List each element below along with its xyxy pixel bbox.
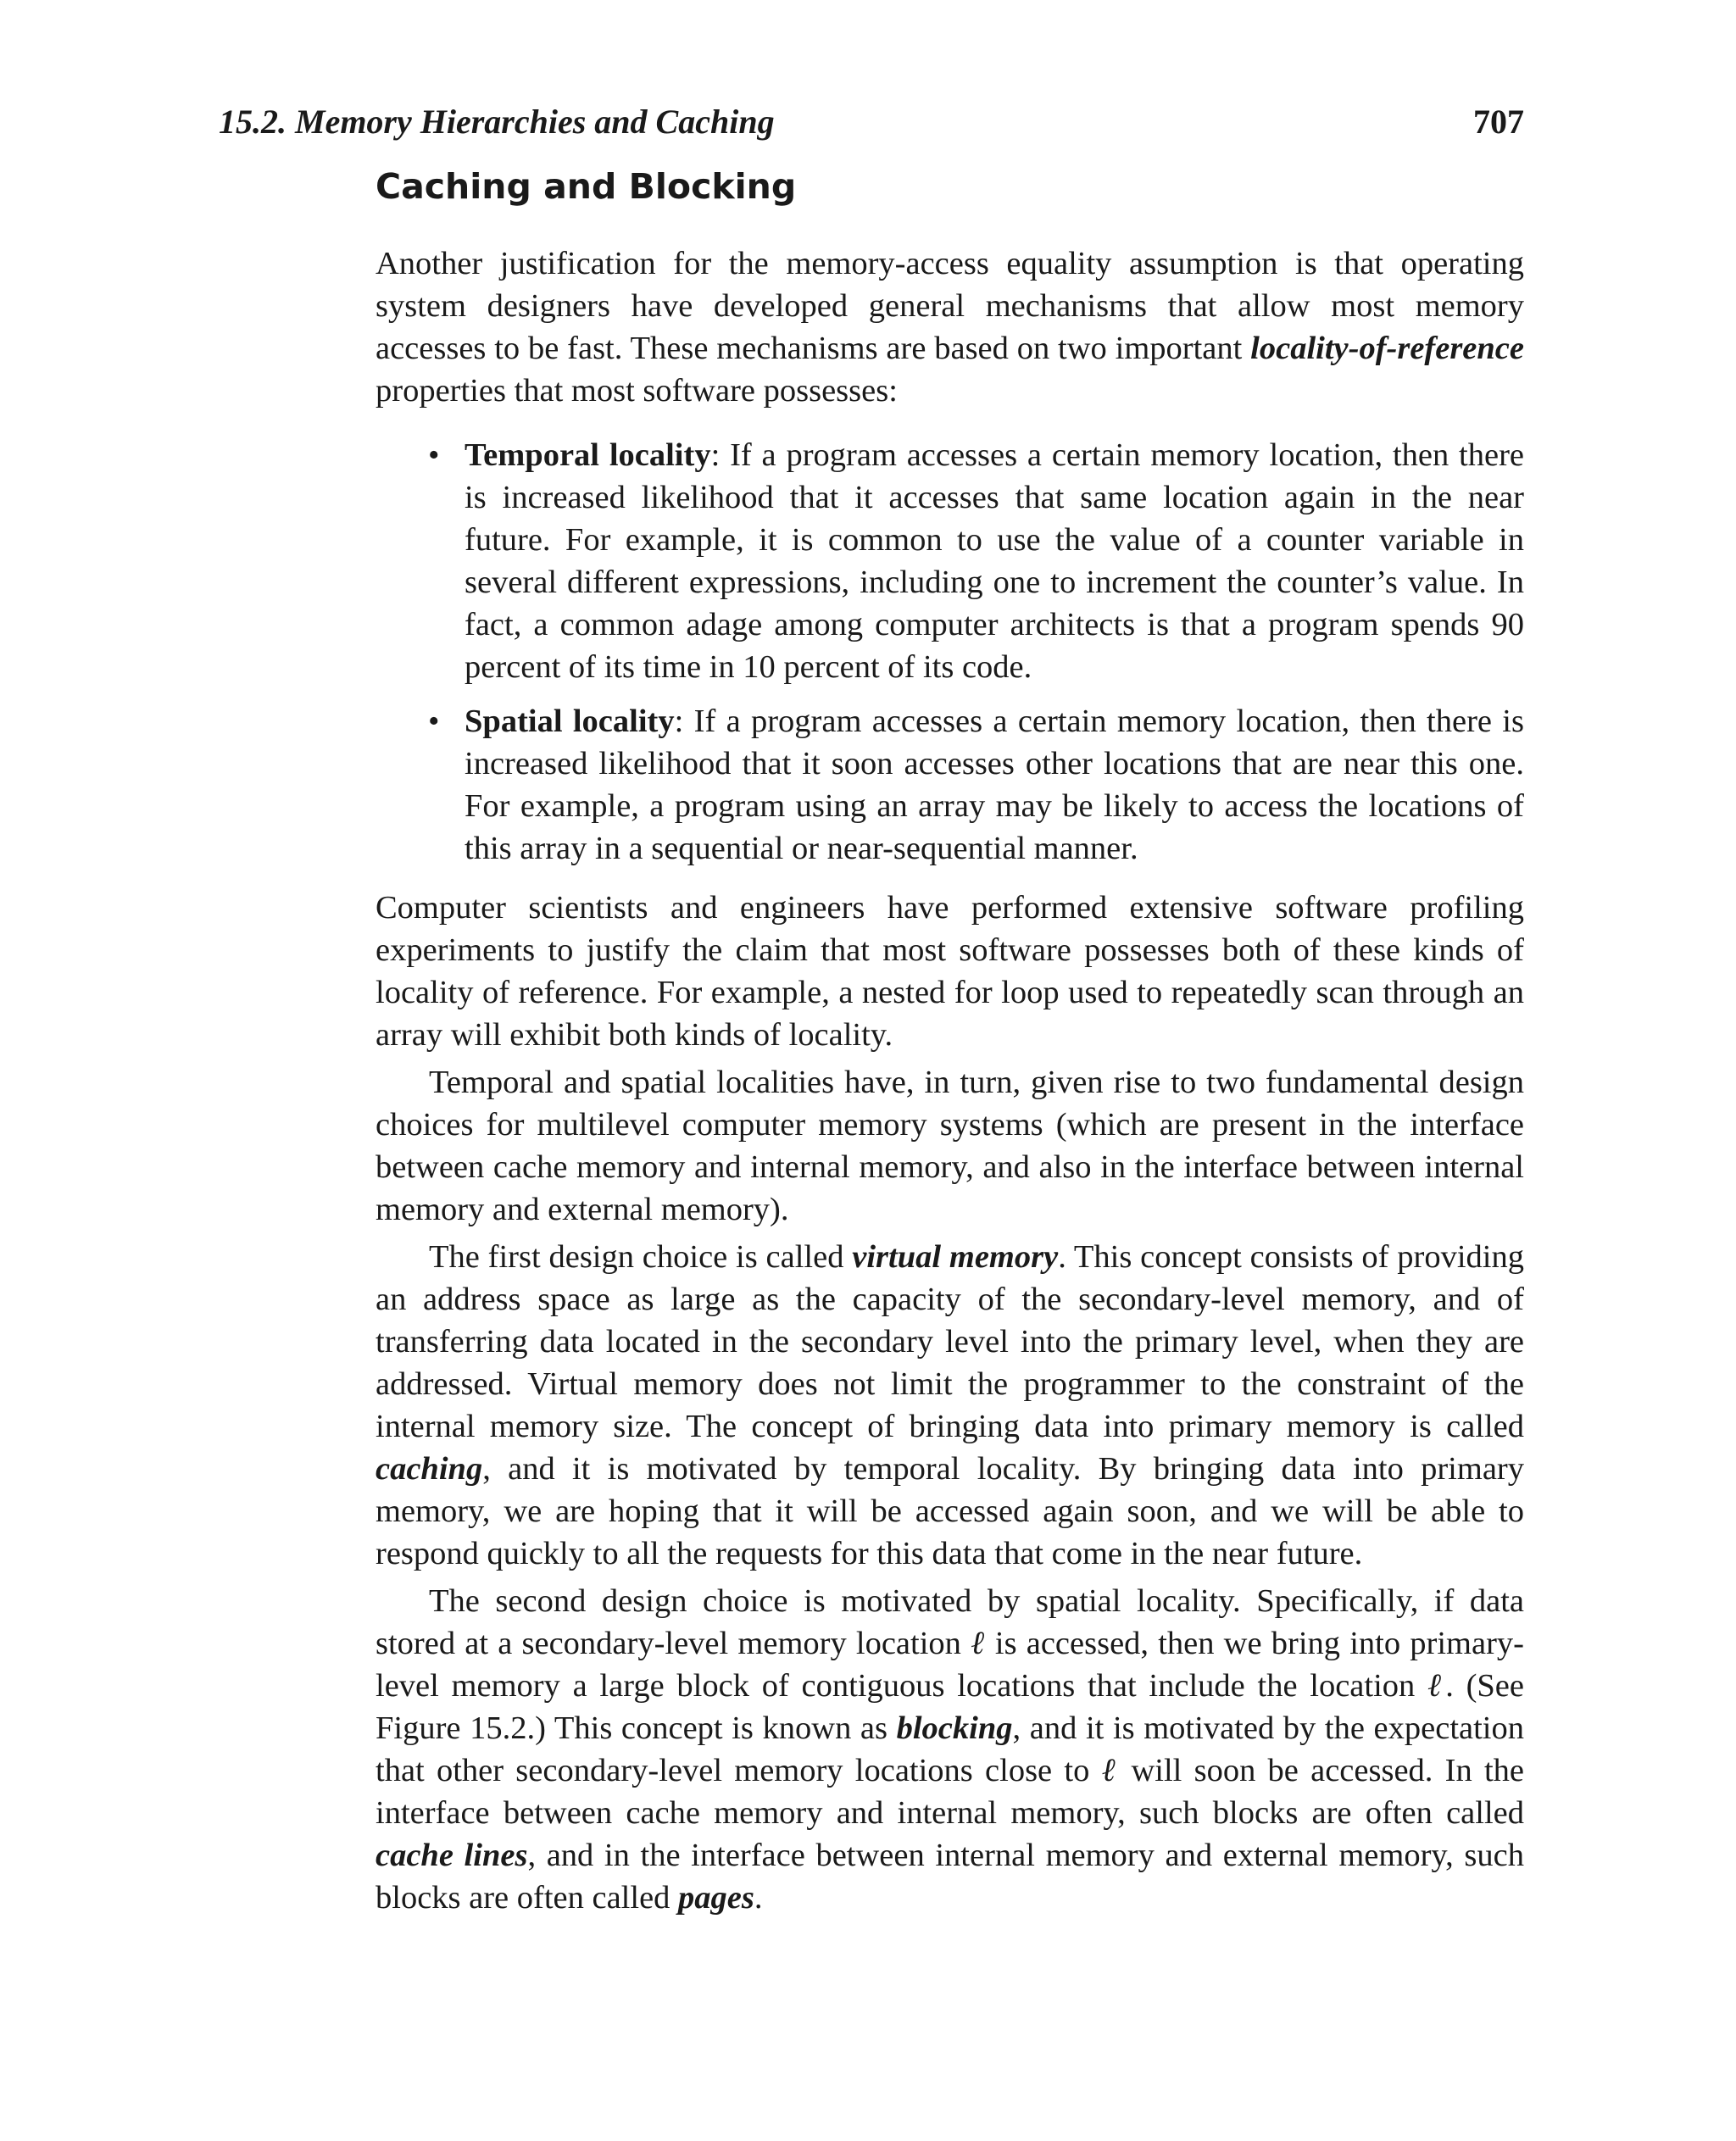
text-run: The first design choice is called	[429, 1239, 853, 1275]
math-ell: ℓ	[1427, 1668, 1446, 1704]
text-run: The second design choice is motivated by spatial locality. Specifically, if data stored at a secondary-level memory location	[376, 1583, 1524, 1661]
locality-list	[376, 434, 1524, 870]
text-run: , and it is motivated by temporal locality. By bringing data into primary memory, we are hoping that it will be accessed again soon, and we will be able to respond quickly to all the requests for this data that come in the near future.	[376, 1451, 1524, 1571]
math-ell: ℓ	[971, 1626, 986, 1661]
text-run: . (See Figure 15.2.) This concept is known as	[376, 1668, 1524, 1746]
bullet-icon: •	[428, 703, 440, 739]
list-item	[376, 700, 1524, 870]
keyword-locality-of-reference: locality-of-reference	[1250, 331, 1524, 366]
intro-text-1: Another justification for the memory-access equality assumption is that operating system designers have developed general mechanisms that allow most memory accesses to be fast. These mechanisms are based on two important	[376, 246, 1524, 366]
text-run: , and it is motivated by the expectation that other secondary-level memory locations close to	[376, 1710, 1524, 1788]
bullet-icon: •	[428, 437, 440, 473]
design-choices-paragraph: Temporal and spatial localities have, in turn, given rise to two fundamental design choices for multilevel computer memory systems (which are present in the interface between cache memory and internal memory, and also in the interface between internal memory and external memory).	[376, 1065, 1524, 1227]
body-text	[376, 242, 1524, 1919]
virtual-memory-paragraph	[376, 1236, 1524, 1575]
term-spatial-locality: Spatial locality	[465, 703, 675, 739]
intro-text-2: properties that most software possesses:	[376, 373, 898, 409]
list-item-text: : If a program accesses a certain memory location, then there is increased likelihood that it soon accesses other locations that are near this one. For example, a program using an array may be likely to access the locations of this array in a sequential or near-sequential manner.	[465, 703, 1524, 866]
keyword-blocking: blocking	[896, 1710, 1013, 1746]
text-run: is accessed, then we bring into primary-level memory a large block of contiguous locations that include the location	[376, 1626, 1524, 1704]
intro-paragraph	[376, 242, 1524, 412]
list-item	[376, 434, 1524, 688]
running-head-section: 15.2. Memory Hierarchies and Caching	[219, 103, 775, 141]
list-item-text: : If a program accesses a certain memory location, then there is increased likelihood that it accesses that same location again in the near future. For example, it is common to use the value of a counter variable in several different expressions, including one to increment the counter’s value. In fact, a common adage among computer architects is that a program spends 90 percent of its time in 10 percent of its code.	[465, 437, 1525, 685]
keyword-cache-lines: cache lines	[376, 1838, 528, 1873]
text-run: . This concept consists of providing an address space as large as the capacity of the secondary-level memory, and of transferring data located in the secondary level into the primary level, when they are addressed. Virtual memory does not limit the programmer to the constraint of the internal memory size. The concept of bringing data into primary memory is called	[376, 1239, 1524, 1444]
section-heading: Caching and Blocking	[376, 166, 797, 207]
running-head	[219, 98, 1524, 146]
text-run: , and in the interface between internal memory and external memory, such blocks are often called	[376, 1838, 1524, 1916]
profiling-paragraph: Computer scientists and engineers have performed extensive software profiling experiments to justify the claim that most software possesses both of these kinds of locality of reference. For example, a nested for loop used to repeatedly scan through an array will exhibit both kinds of locality.	[376, 890, 1524, 1053]
keyword-pages: pages	[678, 1880, 754, 1916]
keyword-caching: caching	[376, 1451, 483, 1487]
text-run: .	[754, 1880, 763, 1916]
page-number: 707	[1473, 103, 1524, 141]
term-temporal-locality: Temporal locality	[465, 437, 711, 473]
keyword-virtual-memory: virtual memory	[852, 1239, 1059, 1275]
math-ell: ℓ	[1101, 1753, 1120, 1788]
text-run: will soon be accessed. In the interface between cache memory and internal memory, such blocks are often called	[376, 1753, 1524, 1831]
blocking-paragraph	[376, 1580, 1524, 1919]
